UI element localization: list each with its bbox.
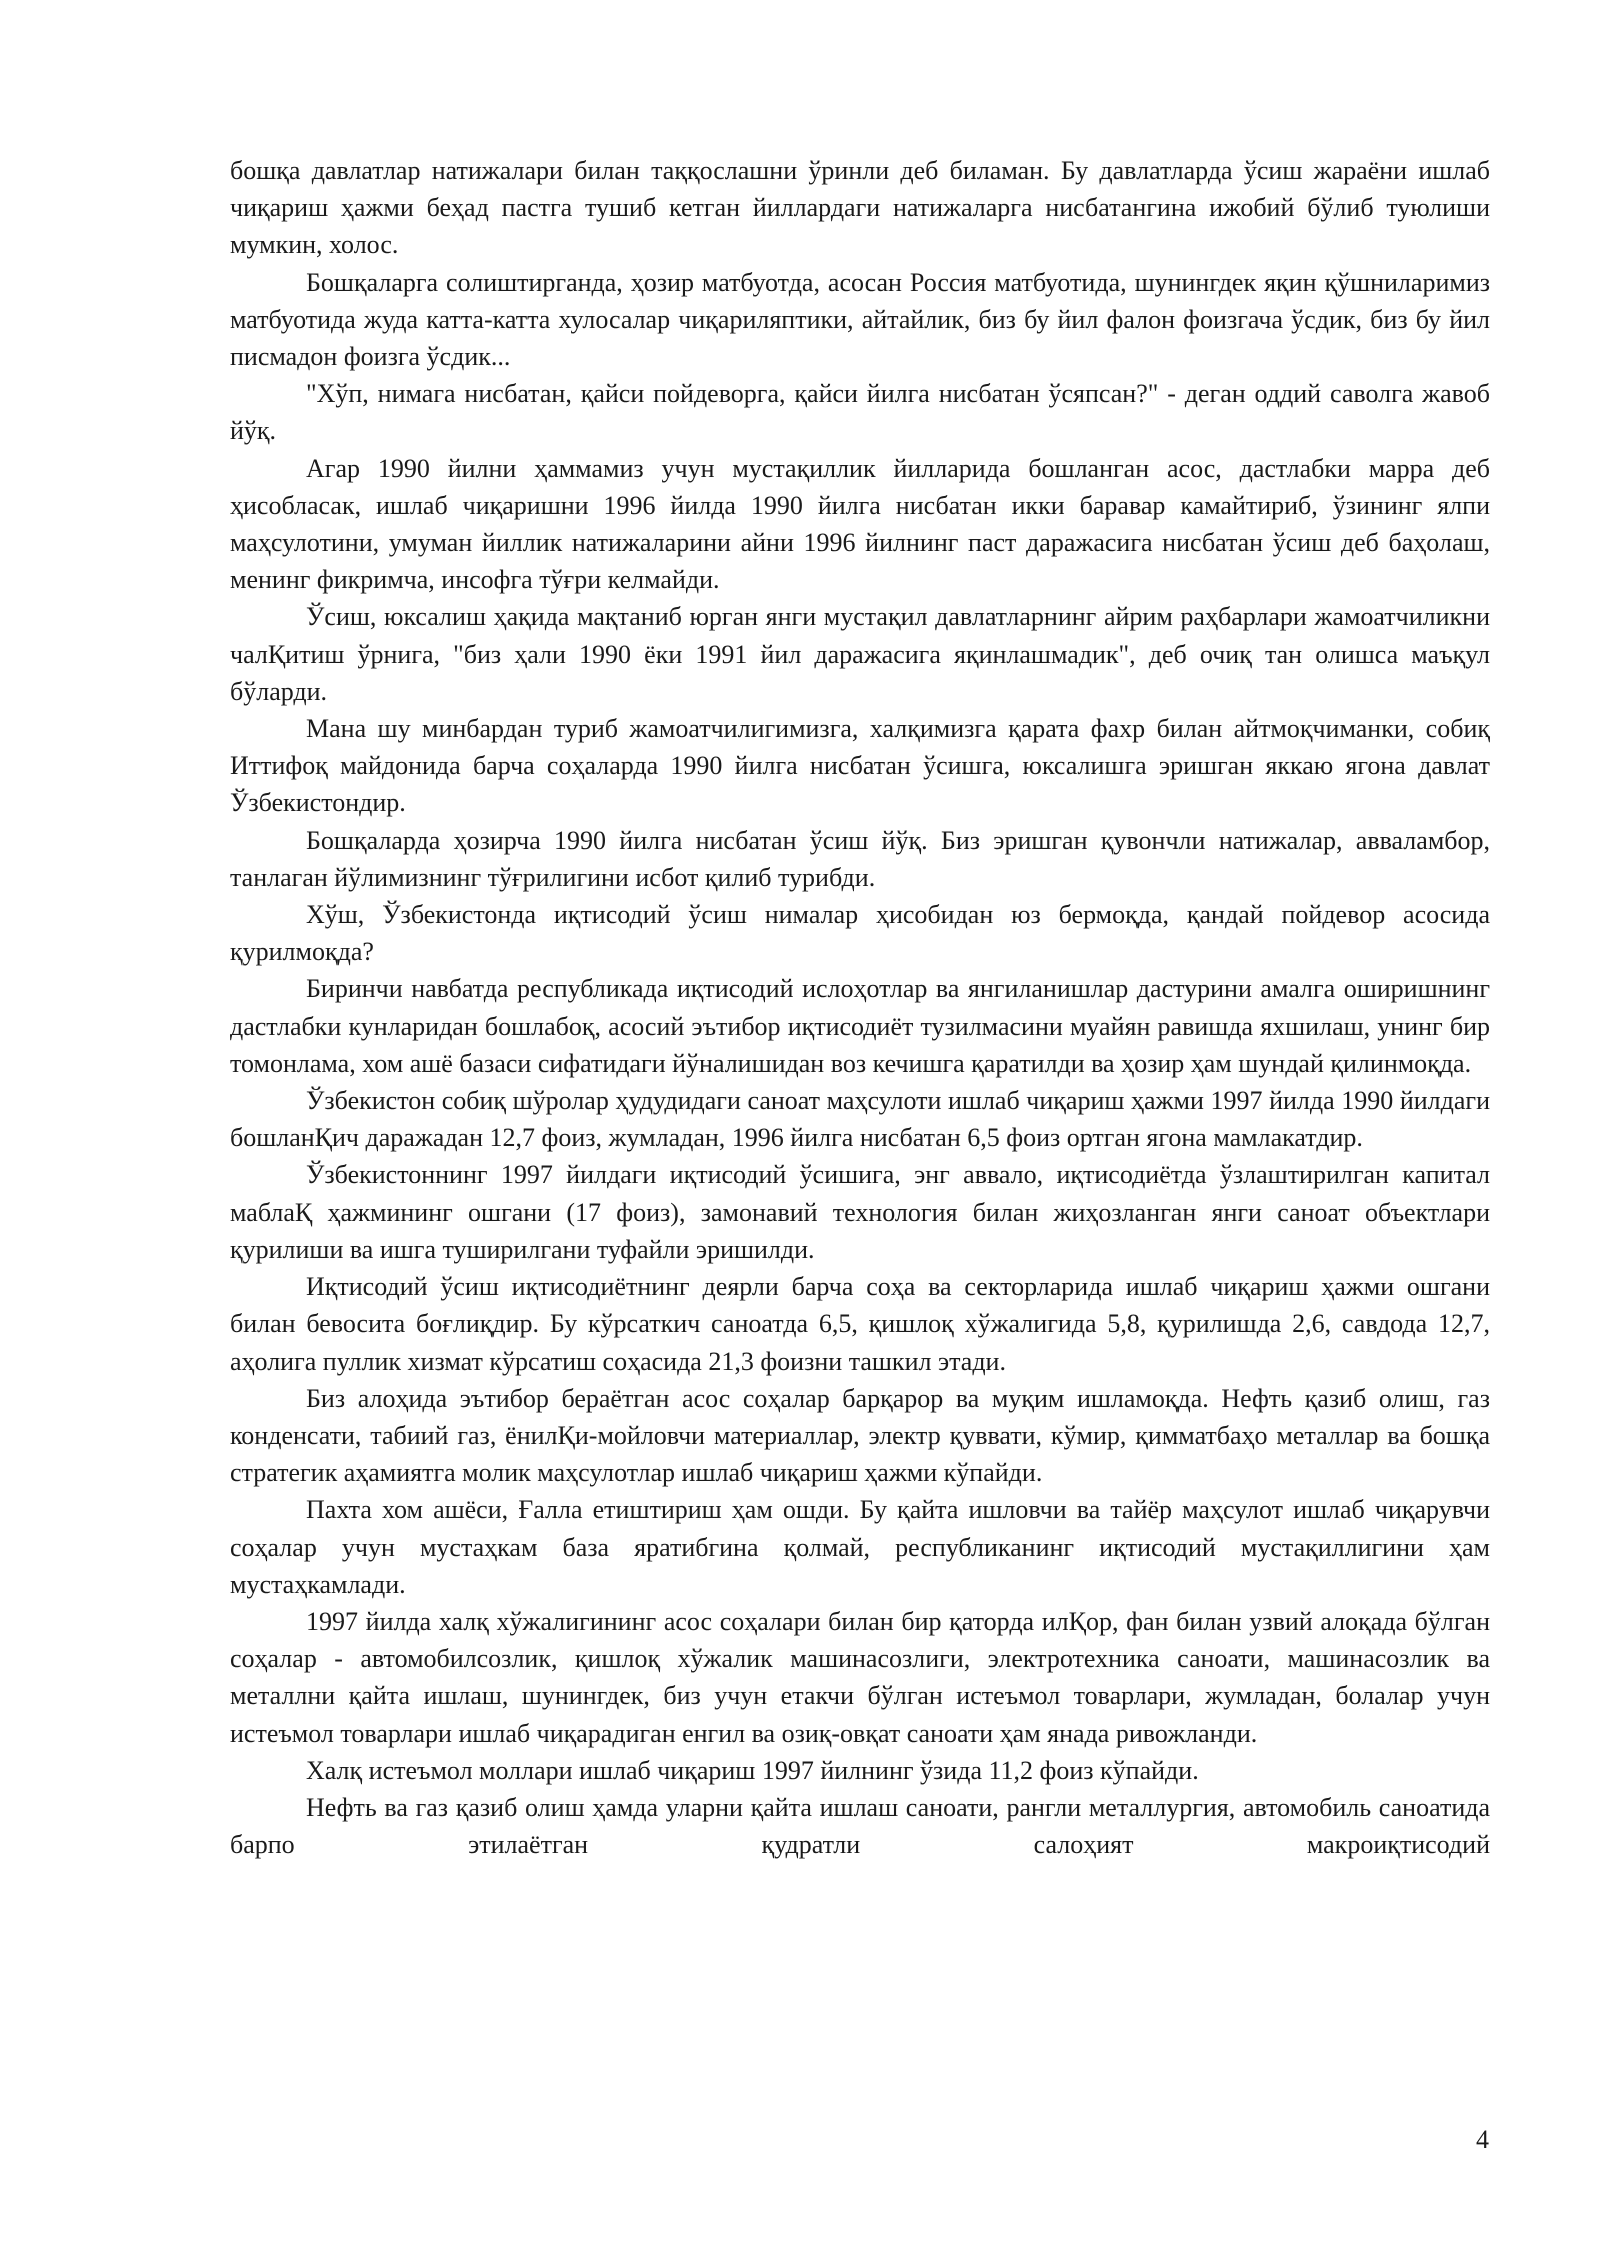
paragraph: Бошқаларга солиштирганда, ҳозир матбуотда, асосан Россия матбуотида, шунингдек яқин қўшниларимиз матбуотида жуда катта-катта хулосалар чиқариляптики, айтайлик, биз бу йил фалон фоизгача ўсдик, биз бу йил писмадон фоизга ўсдик... — [230, 267, 1490, 372]
paragraph: Агар 1990 йилни ҳаммамиз учун мустақиллик йилларида бошланган асос, дастлабки марра деб ҳисобласак, ишлаб чиқаришни 1996 йилда 1990 йилга нисбатан икки баравар камайтириб, ўзининг ялпи маҳсулотини, умуман йиллик натижаларини айни 1996 йилнинг паст даражасига нисбатан ўсиш деб баҳолаш, менинг фикримча, инсофга тўғри келмайди. — [230, 453, 1490, 595]
paragraph: Нефть ва газ қазиб олиш ҳамда уларни қайта ишлаш саноати, рангли металлургия, автомобиль саноатида барпо этилаётган қудратли салоҳият макроиқтисодий — [230, 1792, 1490, 1860]
paragraph: "Хўп, нимага нисбатан, қайси пойдеворга, қайси йилга нисбатан ўсяпсан?" - деган оддий саволга жавоб йўқ. — [230, 379, 1490, 446]
paragraph: Хўш, Ўзбекистонда иқтисодий ўсиш нималар ҳисобидан юз бермоқда, қандай пойдевор асосида қурилмоқда? — [230, 900, 1490, 967]
paragraph: Бошқаларда ҳозирча 1990 йилга нисбатан ўсиш йўқ. Биз эришган қувончли натижалар, авваламбор, танлаган йўлимизнинг тўғрилигини исбот қилиб турибди. — [230, 825, 1490, 892]
paragraph: 1997 йилда халқ хўжалигининг асос соҳалари билан бир қаторда илҚор, фан билан узвий алоқада бўлган соҳалар - автомобилсозлик, қишлоқ хўжалик машинасозлиги, электротехника саноати, машинасозлик ва металлни қайта ишлаш, шунингдек, биз учун етакчи бўлган истеъмол товарлари, жумладан, болалар учун истеъмол товарлари ишлаб чиқарадиган енгил ва озиқ-овқат саноати ҳам янада ривожланди. — [230, 1606, 1490, 1748]
paragraph: Ўзбекистон собиқ шўролар ҳудудидаги саноат маҳсулоти ишлаб чиқариш ҳажми 1997 йилда 1990 йилдаги бошланҚич даражадан 12,7 фоиз, жумладан, 1996 йилга нисбатан 6,5 фоиз ортган ягона мамлакатдир. — [230, 1086, 1490, 1153]
paragraph: Пахта хом ашёси, Ғалла етиштириш ҳам ошди. Бу қайта ишловчи ва тайёр маҳсулот ишлаб чиқарувчи соҳалар учун мустаҳкам база яратибгина қолмай, республиканинг иқтисодий мустақиллигини ҳам мустаҳкамлади. — [230, 1495, 1490, 1599]
paragraph: Халқ истеъмол моллари ишлаб чиқариш 1997 йилнинг ўзида 11,2 фоиз кўпайди. — [306, 1755, 1199, 1785]
paragraph: Мана шу минбардан туриб жамоатчилигимизга, халқимизга қарата фахр билан айтмоқчиманки, собиқ Иттифоқ майдонида барча соҳаларда 1990 йилга нисбатан ўсишга, юксалишга эришган яккаю ягона давлат Ўзбекистондир. — [230, 714, 1490, 818]
paragraph: Ўзбекистоннинг 1997 йилдаги иқтисодий ўсишига, энг аввало, иқтисодиётда ўзлаштирилган капитал маблаҚ ҳажмининг ошгани (17 фоиз), замонавий технология билан жиҳозланган янги саноат объектлари қурилиши ва ишга туширилгани туфайли эришилди. — [230, 1160, 1490, 1264]
paragraph: бошқа давлатлар натижалари билан таққослашни ўринли деб биламан. Бу давлатларда ўсиш жараёни ишлаб чиқариш ҳажми беҳад пастга тушиб кетган йиллардаги натижаларга нисбатангина ижобий бўлиб туюлиши мумкин, холос. — [230, 156, 1490, 260]
body-text — [230, 152, 1490, 1863]
paragraph: Ўсиш, юксалиш ҳақида мақтаниб юрган янги мустақил давлатларнинг айрим раҳбарлари жамоатчиликни чалҚитиш ўрнига, "биз ҳали 1990 ёки 1991 йил даражасига яқинлашмадик", деб очиқ тан олишса маъқул бўларди. — [230, 602, 1490, 706]
paragraph: Иқтисодий ўсиш иқтисодиётнинг деярли барча соҳа ва секторларида ишлаб чиқариш ҳажми ошгани билан бевосита боғлиқдир. Бу кўрсаткич саноатда 6,5, қишлоқ хўжалигида 5,8, қурилишда 2,6, савдода 12,7, аҳолига пуллик хизмат кўрсатиш соҳасида 21,3 фоизни ташкил этади. — [230, 1272, 1490, 1376]
paragraph: Биринчи навбатда республикада иқтисодий ислоҳотлар ва янгиланишлар дастурини амалга оширишнинг дастлабки кунларидан бошлабоқ, асосий эътибор иқтисодиёт тузилмасини муайян равишда яхшилаш, унинг бир томонлама, хом ашё базаси сифатидаги йўналишидан воз кечишга қаратилди ва ҳозир ҳам шундай қилинмоқда. — [230, 974, 1490, 1078]
page-number: 4 — [1476, 2125, 1489, 2154]
paragraph: Биз алоҳида эътибор бераётган асос соҳалар барқарор ва муқим ишламоқда. Нефть қазиб олиш, газ конденсати, табиий газ, ёнилҚи-мойловчи материаллар, электр қуввати, кўмир, қимматбаҳо металлар ва бошқа стратегик аҳамиятга молик маҳсулотлар ишлаб чиқариш ҳажми кўпайди. — [230, 1383, 1490, 1488]
